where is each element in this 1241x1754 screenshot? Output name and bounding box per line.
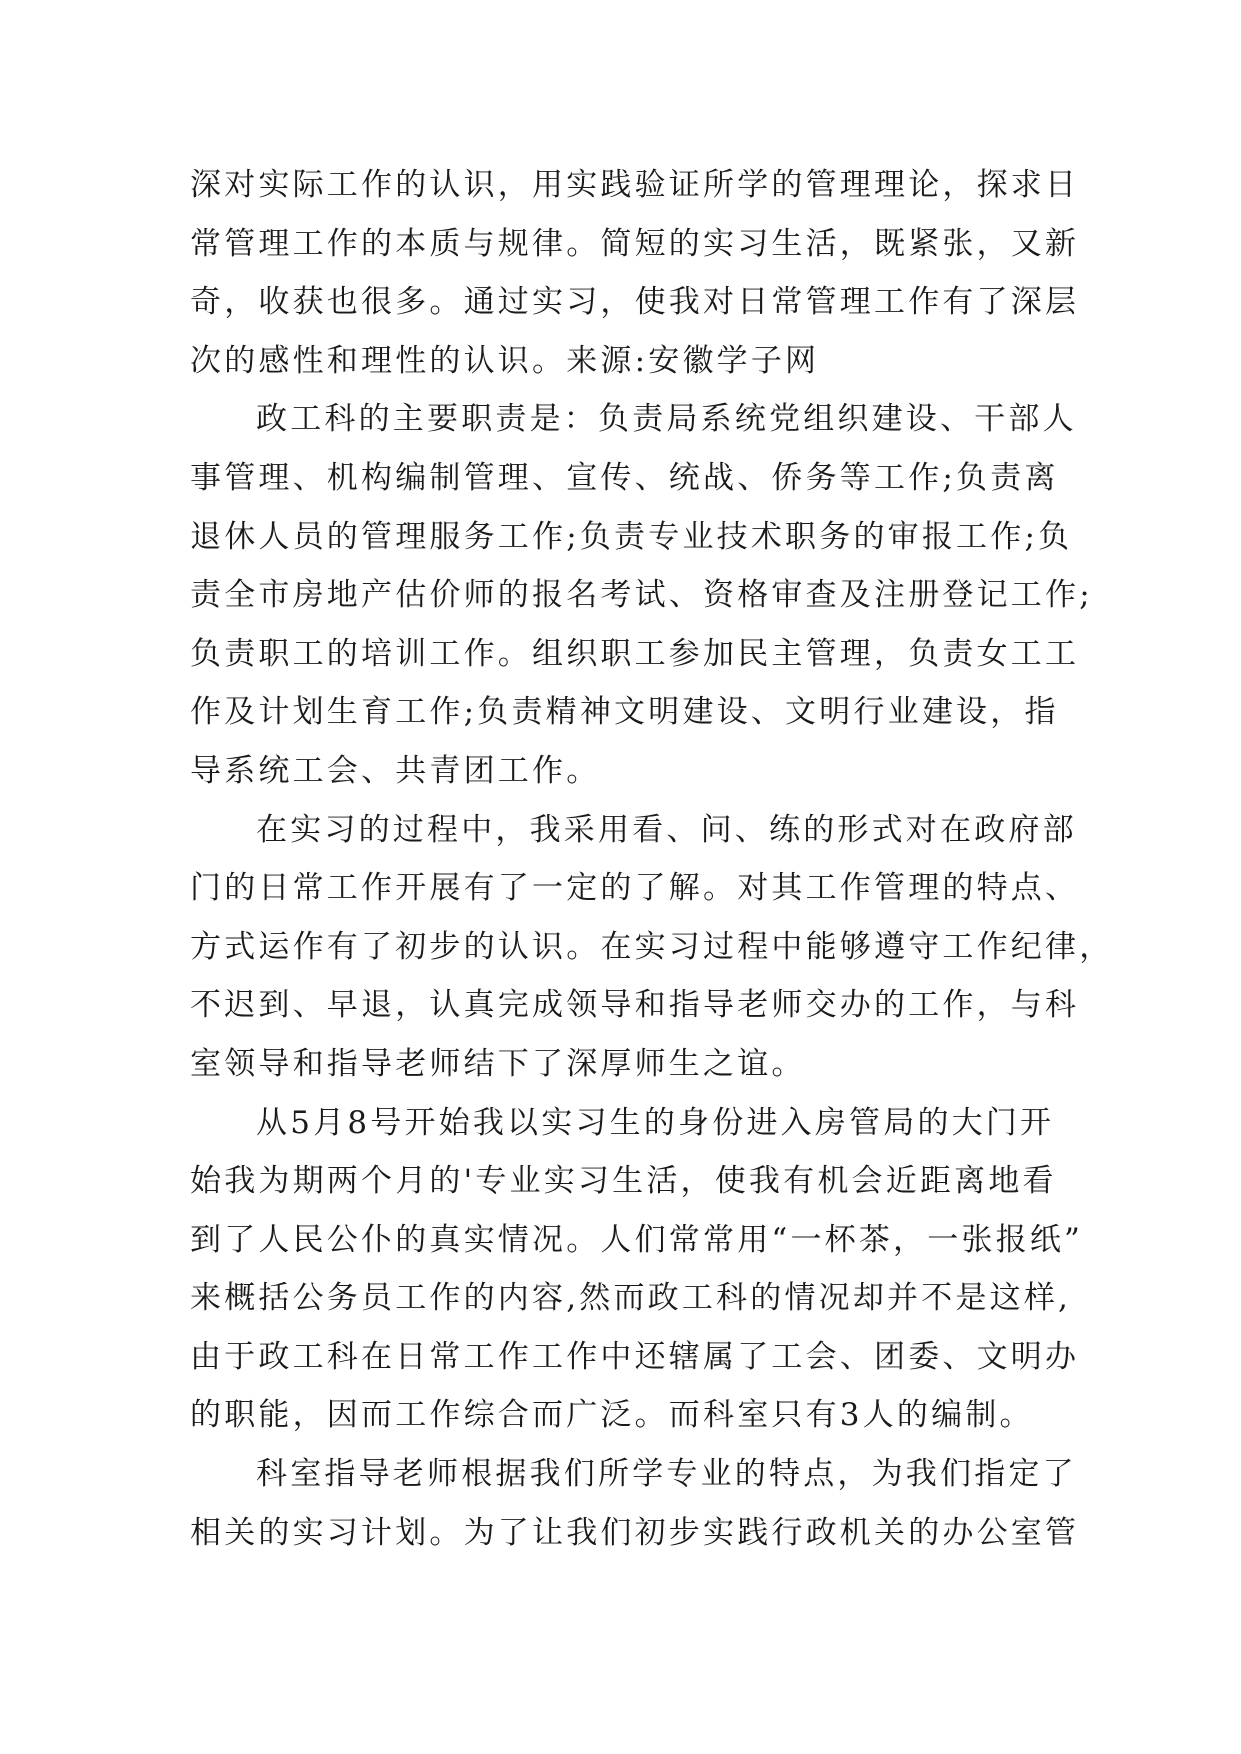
text-line: 相关的实习计划。为了让我们初步实践行政机关的办公室管 — [190, 1514, 1080, 1551]
text-line: 退休人员的管理服务工作;负责专业技术职务的审报工作;负 — [190, 518, 1073, 555]
text-line: 的职能，因而工作综合而广泛。而科室只有3人的编制。 — [190, 1397, 1034, 1434]
text-line: 从5月8号开始我以实习生的身份进入房管局的大门开 — [256, 1104, 1055, 1141]
text-line: 深对实际工作的认识，用实践验证所学的管理理论，探求日 — [190, 167, 1080, 203]
text-line: 到了人民公仆的真实情况。人们常常用“一杯茶，一张报纸” — [190, 1221, 1084, 1258]
text-line: 作及计划生育工作;负责精神文明建设、文明行业建设，指 — [190, 694, 1059, 731]
text-line: 在实习的过程中，我采用看、问、练的形式对在政府部 — [256, 811, 1077, 848]
text-line: 始我为期两个月的'专业实习生活，使我有机会近距离地看 — [190, 1163, 1057, 1200]
text-line: 次的感性和理性的认识。来源:安徽学子网 — [190, 342, 820, 379]
paragraph-5 — [190, 1445, 1080, 1562]
body-text — [190, 156, 1114, 1562]
paragraph-4 — [190, 1094, 1084, 1446]
text-line: 奇，收获也很多。通过实习，使我对日常管理工作有了深层 — [190, 284, 1080, 321]
paragraph-2 — [190, 390, 1093, 800]
text-line: 事管理、机构编制管理、宣传、统战、侨务等工作;负责离 — [190, 459, 1059, 496]
text-line: 方式运作有了初步的认识。在实习过程中能够遵守工作纪律， — [190, 928, 1114, 965]
text-line: 门的日常工作开展有了一定的了解。对其工作管理的特点、 — [190, 870, 1080, 907]
text-line: 责全市房地产估价师的报名考试、资格审查及注册登记工作; — [190, 577, 1093, 614]
text-line: 来概括公务员工作的内容,然而政工科的情况却并不是这样, — [190, 1280, 1072, 1317]
text-line: 不迟到、早退，认真完成领导和指导老师交办的工作，与科 — [190, 987, 1080, 1024]
text-line: 科室指导老师根据我们所学专业的特点，为我们指定了 — [256, 1456, 1077, 1493]
text-line: 导系统工会、共青团工作。 — [190, 752, 601, 789]
text-line: 常管理工作的本质与规律。简短的实习生活，既紧张，又新 — [190, 225, 1080, 262]
paragraph-3 — [190, 801, 1114, 1094]
text-line: 政工科的主要职责是：负责局系统党组织建设、干部人 — [256, 401, 1077, 438]
text-line: 室领导和指导老师结下了深厚师生之谊。 — [190, 1045, 806, 1082]
text-line: 由于政工科在日常工作工作中还辖属了工会、团委、文明办 — [190, 1338, 1080, 1375]
paragraph-1 — [190, 156, 1080, 390]
text-line: 负责职工的培训工作。组织职工参加民主管理，负责女工工 — [190, 635, 1080, 672]
